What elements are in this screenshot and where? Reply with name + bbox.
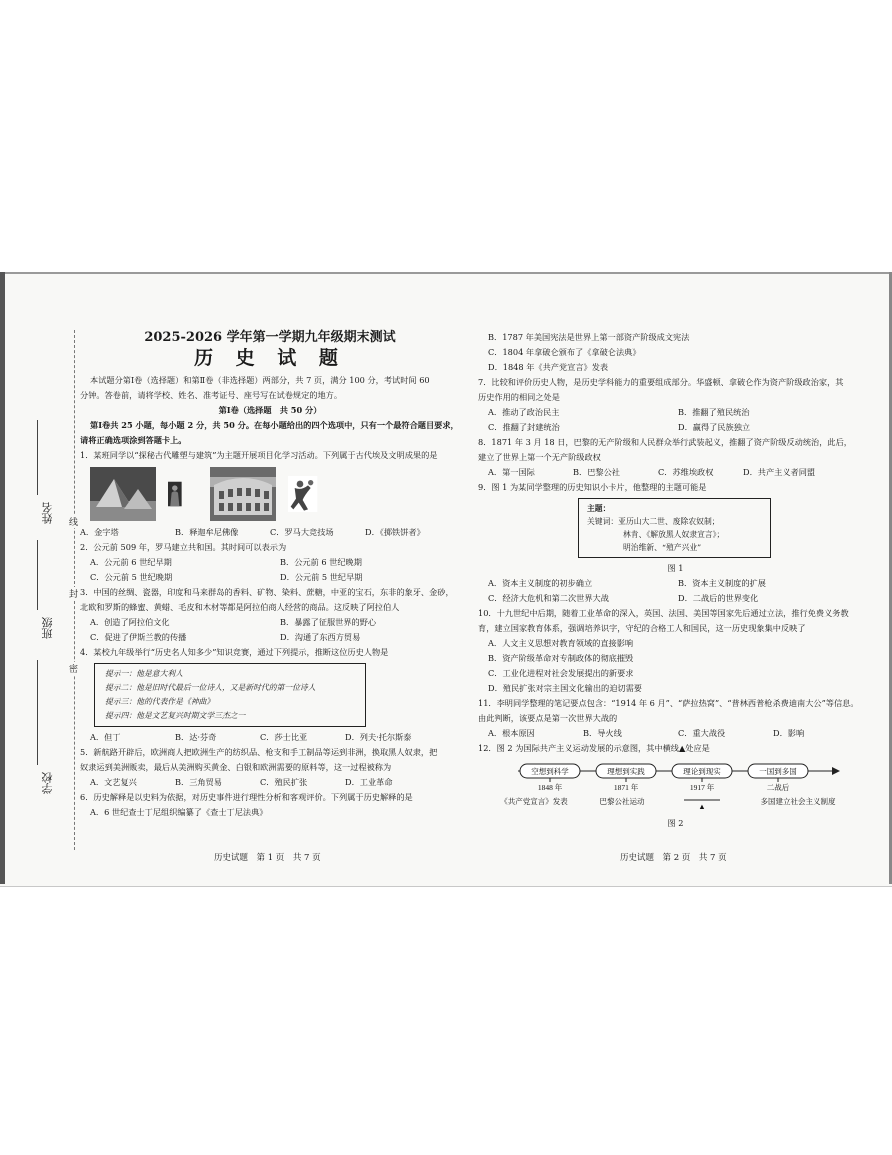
option[interactable]: D．公元前 5 世纪早期 <box>280 572 363 582</box>
year-label: 1871 年 <box>613 783 639 792</box>
option[interactable]: D．二战后的世界变化 <box>678 593 759 603</box>
option[interactable]: D．共产主义者同盟 <box>743 467 816 477</box>
option[interactable]: B．资本主义制度的扩展 <box>678 578 766 588</box>
q8-options <box>478 465 873 480</box>
intro-line: 本试题分第Ⅰ卷（选择题）和第Ⅱ卷（非选择题）两部分，共 7 页，满分 100 分，考试时间 60 <box>90 375 430 385</box>
option[interactable]: B．资产阶级革命对专制政体的彻底摧毁 <box>488 653 634 663</box>
option[interactable]: C．推翻了封建统治 <box>488 422 560 432</box>
option[interactable]: A．推动了政治民主 <box>488 407 560 417</box>
discobolus-image <box>288 467 332 521</box>
blank-marker: ▲ <box>698 802 706 811</box>
hint-line: 提示一：他是意大利人 <box>105 669 183 678</box>
option[interactable]: B．三角贸易 <box>175 777 222 787</box>
q10-stem: 育，建立国家教育体系，强调培养识字，守纪的合格工人和国民，这一历史现象集中反映了 <box>478 623 806 633</box>
page-footer-left: 历史试题 第 1 页 共 7 页 <box>214 853 321 863</box>
section-note: 请将正确选项涂到答题卡上。 <box>80 435 187 445</box>
option[interactable]: C．罗马大竞技场 <box>270 527 334 537</box>
q2-stem: 2．公元前 509 年，罗马建立共和国。其时间可以表示为 <box>80 542 287 552</box>
option[interactable]: C．殖民扩张 <box>260 777 308 787</box>
option[interactable]: A．创造了阿拉伯文化 <box>90 617 170 627</box>
option[interactable]: C．公元前 5 世纪晚期 <box>90 572 173 582</box>
name-line <box>37 420 38 495</box>
section-note: 第Ⅰ卷共 25 小题，每小题 2 分，共 50 分。在每小题给出的四个选项中，只有一个最符合题目要求， <box>90 420 459 430</box>
option[interactable]: D．影响 <box>773 728 805 738</box>
school-line <box>37 660 38 765</box>
q11-options <box>478 726 873 741</box>
option[interactable]: C．工业化进程对社会发展提出的新要求 <box>488 668 634 678</box>
page-footer-right: 历史试题 第 2 页 共 7 页 <box>620 853 727 863</box>
option[interactable]: A．文艺复兴 <box>90 777 137 787</box>
seal-mark-seal: 封 <box>69 587 78 600</box>
q7-stem: 历史作用的相同之处是 <box>478 392 560 402</box>
q5-options <box>80 775 460 790</box>
seal-mark-secret: 密 <box>69 662 78 675</box>
event-label: 多国建立社会主义制度 <box>760 797 836 806</box>
option[interactable]: A．第一国际 <box>488 467 535 477</box>
figure-caption: 图 1 <box>667 563 684 573</box>
option[interactable]: C．经济大危机和第二次世界大战 <box>488 593 609 603</box>
q7-stem: 7．比较和评价历史人物，是历史学科能力的重要组成部分。华盛顿、拿破仑作为资产阶级政治家，其 <box>478 377 844 387</box>
section-title: 第Ⅰ卷（选择题 共 50 分） <box>218 405 322 415</box>
figure-caption: 图 2 <box>667 818 684 828</box>
left-column <box>80 330 460 820</box>
q1-images <box>80 467 460 521</box>
q12-timeline-diagram <box>482 756 862 816</box>
year-label: 1848 年 <box>537 783 563 792</box>
year-label: 二战后 <box>766 783 790 792</box>
q2-options <box>80 555 460 570</box>
option[interactable]: C．苏维埃政权 <box>658 467 714 477</box>
card-keywords: 关键词：亚历山大二世、废除农奴制； <box>587 517 720 526</box>
hint-line: 提示二：他是旧时代最后一位诗人，又是新时代的第一位诗人 <box>105 683 316 692</box>
option[interactable]: D．工业革命 <box>345 777 393 787</box>
card-keywords: 明治维新、“殖产兴业” <box>623 543 702 552</box>
option[interactable]: A．根本原因 <box>488 728 535 738</box>
exam-title: 2025-2026 学年第一学期九年级期末测试 <box>144 330 396 345</box>
name-label: 姓名 <box>41 502 54 524</box>
right-column <box>478 330 873 831</box>
pyramid-image <box>90 467 156 521</box>
option[interactable]: A．但丁 <box>90 732 121 742</box>
q8-stem: 8．1871 年 3 月 18 日，巴黎的无产阶级和人民群众举行武装起义，推翻了资产阶级反动统治，此后， <box>478 437 852 447</box>
option[interactable]: D．赢得了民族独立 <box>678 422 751 432</box>
option[interactable]: A．人文主义思想对教育领域的直接影响 <box>488 638 634 648</box>
option[interactable]: D．列夫·托尔斯泰 <box>345 732 412 742</box>
option[interactable]: D．1848 年《共产党宣言》发表 <box>488 362 609 372</box>
q1-options <box>80 525 460 540</box>
option[interactable]: A．公元前 6 世纪早期 <box>90 557 172 567</box>
option[interactable]: C．促进了伊斯兰教的传播 <box>90 632 187 642</box>
event-label: 《共产党宣言》发表 <box>500 797 568 806</box>
year-label: 1917 年 <box>689 783 715 792</box>
q9-options <box>478 576 873 591</box>
card-keywords: 林肯、《解放黑人奴隶宣言》； <box>623 530 725 539</box>
q3-stem: 3．中国的丝绸、瓷器，印度和马来群岛的香料、矿物、染料、蔗糖，中亚的宝石，东非的象牙、金砂， <box>80 587 454 597</box>
option[interactable]: D．沟通了东西方贸易 <box>280 632 361 642</box>
q8-stem: 建立了世界上第一个无产阶级政权 <box>478 452 601 462</box>
sheet-edge-left <box>0 272 5 884</box>
class-label: 班级 <box>41 617 54 639</box>
option[interactable]: B．导火线 <box>583 728 622 738</box>
option[interactable]: C．重大战役 <box>678 728 726 738</box>
q3-stem: 北欧和罗斯的蜂蜜、黄蜡、毛皮和木材等都是阿拉伯商人经营的商品。这反映了阿拉伯人 <box>80 602 400 612</box>
option[interactable]: B．巴黎公社 <box>573 467 620 477</box>
class-line <box>37 540 38 610</box>
q3-options <box>80 630 460 645</box>
option[interactable]: B．推翻了殖民统治 <box>678 407 750 417</box>
q12-stem: 12．图 2 为国际共产主义运动发展的示意图，其中横线▲处应是 <box>478 743 710 753</box>
option[interactable]: B．达·芬奇 <box>175 732 217 742</box>
q7-options <box>478 420 873 435</box>
stage-label: 空想到科学 <box>531 767 569 776</box>
intro-line: 分钟。答卷前，请将学校、姓名、准考证号、座号写在试卷规定的地方。 <box>80 390 343 400</box>
option[interactable]: D．殖民扩张对宗主国文化输出的迫切需要 <box>488 683 642 693</box>
option[interactable]: B．1787 年美国宪法是世界上第一部资产阶级成文宪法 <box>488 332 690 342</box>
option[interactable]: A．金字塔 <box>80 527 119 537</box>
option[interactable]: B．暴露了征服世界的野心 <box>280 617 377 627</box>
colosseum-image <box>210 467 276 521</box>
q11-stem: 由此判断，该要点是第一次世界大战的 <box>478 713 618 723</box>
q3-options <box>80 615 460 630</box>
option[interactable]: C．1804 年拿破仑颁布了《拿破仑法典》 <box>488 347 641 357</box>
option[interactable]: B．公元前 6 世纪晚期 <box>280 557 362 567</box>
hint-line: 提示三：他的代表作是《神曲》 <box>105 697 215 706</box>
q4-options <box>80 730 460 745</box>
card-topic: 主题： <box>587 504 611 513</box>
event-label: 巴黎公社运动 <box>599 797 645 806</box>
q4-stem: 4．某校九年级举行“历史名人知多少”知识竞赛，通过下列提示，推断这位历史人物是 <box>80 647 389 657</box>
q4-hint-box <box>94 663 366 727</box>
q5-stem: 奴隶运到美洲贩卖，最后从美洲购买黄金、白银和欧洲需要的原料等，这一过程被称为 <box>80 762 392 772</box>
q7-options <box>478 405 873 420</box>
q9-options <box>478 591 873 606</box>
q1-stem: 1．某班同学以“探秘古代雕塑与建筑”为主题开展项目化学习活动。下列属于古代埃及文明成果的是 <box>80 450 438 460</box>
stage-label: 一国到多国 <box>759 767 797 776</box>
buddha-statue-image <box>168 467 198 521</box>
q11-stem: 11．李明同学整理的笔记要点包含：“1914 年 6 月”、“萨拉热窝”、“普林西普枪杀费迪南大公”等信息。 <box>478 698 859 708</box>
option[interactable]: A．6 世纪查士丁尼组织编纂了《查士丁尼法典》 <box>90 807 268 817</box>
seal-mark-line: 线 <box>69 515 78 528</box>
q5-stem: 5．新航路开辟后，欧洲商人把欧洲生产的纺织品、枪支和手工制品等运到非洲，换取黑人奴隶，把 <box>80 747 438 757</box>
stage-label: 理论到现实 <box>683 767 721 776</box>
option[interactable]: C．莎士比亚 <box>260 732 308 742</box>
q2-options <box>80 570 460 585</box>
hint-line: 提示四：他是文艺复兴时期文学三杰之一 <box>105 711 246 720</box>
option[interactable]: A．资本主义制度的初步确立 <box>488 578 593 588</box>
q9-knowledge-card <box>578 498 771 558</box>
option[interactable]: D．《掷铁饼者》 <box>365 527 425 537</box>
school-label: 学校 <box>41 772 54 794</box>
q9-stem: 9．图 1 为某同学整理的历史知识小卡片，他整理的主题可能是 <box>478 482 707 492</box>
q6-stem: 6．历史解释是以史料为依据，对历史事件进行理性分析和客观评价。下列属于历史解释的是 <box>80 792 413 802</box>
subject-title: 历 史 试 题 <box>194 347 346 369</box>
option[interactable]: B．释迦牟尼佛像 <box>175 527 239 537</box>
q10-stem: 10．十九世纪中后期，随着工业革命的深入，英国、法国、美国等国家先后通过立法，推行免费义务教 <box>478 608 849 618</box>
stage-label: 理想到实践 <box>607 767 645 776</box>
